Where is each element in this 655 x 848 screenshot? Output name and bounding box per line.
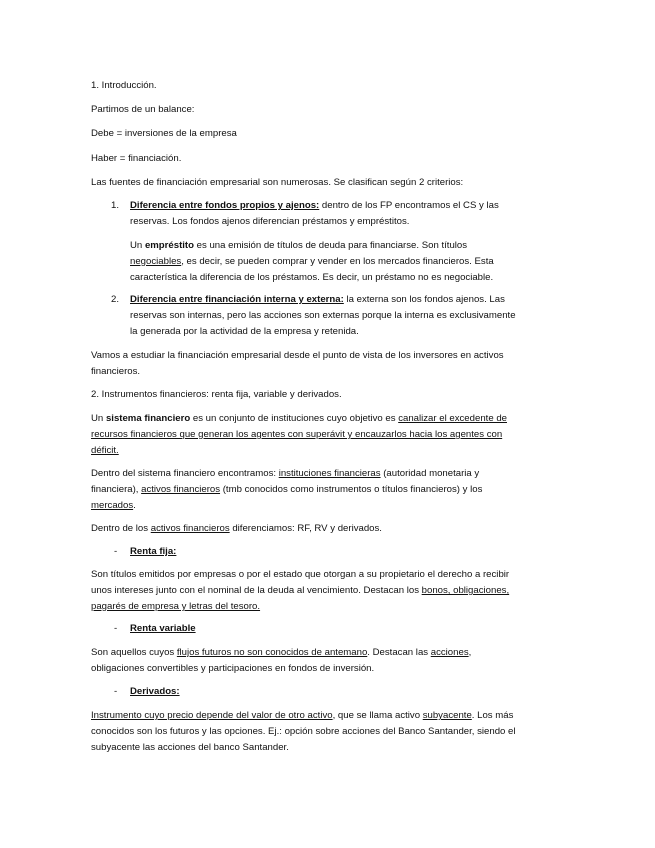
list-item-1-line-2: reservas. Los fondos ajenos diferencian préstamos y empréstitos.: [130, 216, 410, 227]
renta-fija-line-1: Son títulos emitidos por empresas o por el estado que otorgan a su propietario el derecho a recibir: [91, 569, 510, 580]
text: Instrumento cuyo precio depende del valor de otro activo: [91, 710, 333, 721]
emprestito-term: empréstito: [144, 240, 194, 251]
bullet-dash: -: [114, 623, 118, 634]
list-item-1-title: Diferencia entre fondos propios y ajenos:: [130, 200, 320, 211]
text: . Destacan las: [367, 647, 431, 658]
paragraph-vamos-line-2: financieros.: [91, 366, 141, 377]
dentro-line-3: [91, 498, 561, 514]
text: Un: [91, 413, 106, 424]
text: .: [133, 500, 136, 511]
section-1-title: 1. Introducción.: [91, 80, 157, 91]
list-item-2-line-2: reservas son internas, pero las acciones son externas porque la interna es exclusivamente: [130, 310, 516, 321]
text: canalizar el excedente de: [398, 413, 507, 424]
text: . Los más: [471, 710, 514, 721]
dentro2-line: [91, 521, 561, 537]
activos-term: activos financieros: [150, 523, 230, 534]
paragraph-debe: Debe = inversiones de la empresa: [91, 128, 237, 139]
bullet-dash: -: [114, 546, 118, 557]
list-number-1: 1.: [111, 200, 120, 211]
text: Dentro de los: [91, 523, 151, 534]
paragraph-vamos-line-1: Vamos a estudiar la financiación empresarial desde el punto de vista de los inversores en activos: [91, 350, 504, 361]
text: ,: [468, 647, 472, 658]
list-item-2-line-1: [130, 292, 562, 308]
text: financiera),: [91, 484, 142, 495]
derivados-line-3: subyacente las acciones del banco Santander.: [91, 742, 289, 753]
derivados-line-2: conocidos son los futuros y las opciones. Ej.: opción sobre acciones del Banco Santander, siendo el: [91, 726, 516, 737]
renta-variable-line-1: [91, 645, 561, 661]
emprestito-line-1: [130, 238, 562, 254]
text: , es decir, se pueden comprar y vender en los mercados financieros. Esta: [181, 256, 494, 267]
sistema-term: sistema financiero: [105, 413, 191, 424]
list-item-1-line-1: [130, 198, 562, 214]
paragraph-partimos: Partimos de un balance:: [91, 104, 195, 115]
list-item-2-title: Diferencia entre financiación interna y externa:: [130, 294, 344, 305]
paragraph-haber: Haber = financiación.: [91, 153, 182, 164]
text: acciones: [430, 647, 469, 658]
renta-variable-heading: Renta variable: [130, 623, 196, 634]
section-2-title: 2. Instrumentos financieros: renta fija, variable y derivados.: [91, 389, 342, 400]
dentro-line-2: [91, 482, 561, 498]
renta-fija-heading: Renta fija:: [130, 546, 177, 557]
list-number-2: 2.: [111, 294, 120, 305]
text: diferenciamos: RF, RV y derivados.: [229, 523, 382, 534]
mercados-term: mercados: [91, 500, 134, 511]
derivados-line-1: [91, 708, 561, 724]
sistema-line-2: recursos financieros que generan los agentes con superávit y encauzarlos hacia los agentes con: [91, 429, 503, 440]
list-item-2-text: la externa son los fondos ajenos. Las: [343, 294, 505, 305]
renta-variable-line-2: obligaciones convertibles y participaciones en fondos de inversión.: [91, 663, 375, 674]
text: flujos futuros no son conocidos de antemano: [176, 647, 368, 658]
text: (tmb conocidos como instrumentos o títulos financieros) y los: [220, 484, 483, 495]
text: (autoridad monetaria y: [380, 468, 480, 479]
renta-fija-line-2: [91, 583, 561, 599]
dentro-line-1: [91, 466, 561, 482]
text: es un conjunto de instituciones cuyo objetivo es: [190, 413, 399, 424]
text: Son aquellos cuyos: [91, 647, 177, 658]
text: subyacente: [422, 710, 472, 721]
text: es una emisión de títulos de deuda para financiarse. Son títulos: [193, 240, 468, 251]
text: , que se llama activo: [332, 710, 423, 721]
list-item-1-text: dentro de los FP encontramos el CS y las: [319, 200, 499, 211]
paragraph-fuentes: Las fuentes de financiación empresarial son numerosas. Se clasifican según 2 criterios:: [91, 177, 464, 188]
activos-term: activos financieros: [141, 484, 221, 495]
text: Dentro del sistema financiero encontramos:: [91, 468, 279, 479]
emprestito-line-2: [130, 254, 562, 270]
negociables-term: negociables: [130, 256, 182, 267]
text: bonos, obligaciones,: [421, 585, 510, 596]
instituciones-term: instituciones financieras: [278, 468, 381, 479]
list-item-2-line-3: la generada por la actividad de la empresa y retenida.: [130, 326, 359, 337]
emprestito-line-3: característica la diferencia de los préstamos. Es decir, un préstamo no es negociable.: [130, 272, 494, 283]
text: unos intereses junto con el nominal de la deuda al vencimiento. Destacan los: [91, 585, 422, 596]
derivados-heading: Derivados:: [130, 686, 180, 697]
renta-fija-line-3: pagarés de empresa y letras del tesoro.: [91, 601, 261, 612]
sistema-line-3: déficit.: [91, 445, 119, 456]
bullet-dash: -: [114, 686, 118, 697]
text: Un: [130, 240, 145, 251]
sistema-line-1: [91, 411, 561, 427]
